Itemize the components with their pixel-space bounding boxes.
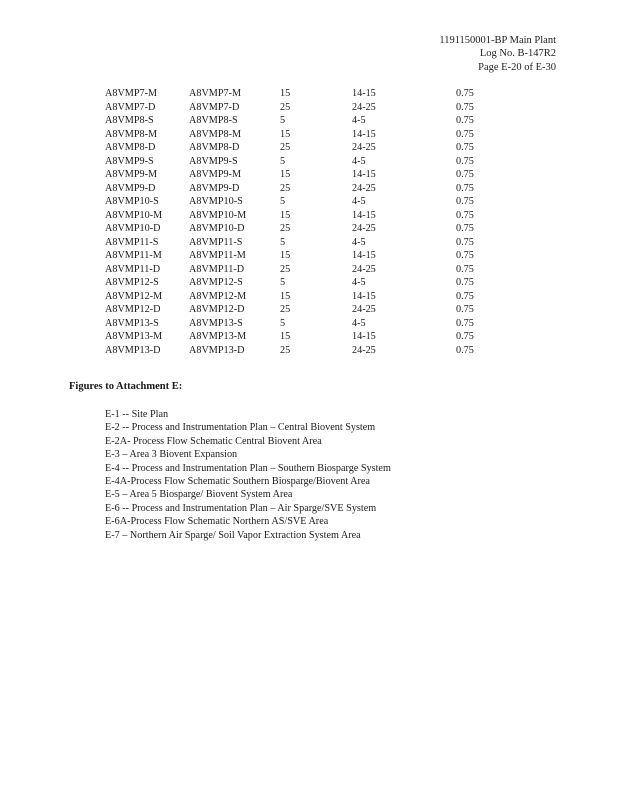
header-page-number: Page E-20 of E-30 — [478, 61, 556, 73]
cell-interval: 14-15 — [352, 250, 376, 261]
cell-interval: 14-15 — [352, 209, 376, 221]
cell-value: 0.75 — [456, 88, 474, 99]
table-row — [105, 236, 496, 250]
cell-point-id: A8VMP10-S — [105, 196, 159, 207]
cell-depth: 25 — [280, 263, 291, 275]
cell-sample-id: A8VMP9-D — [189, 182, 240, 194]
figure-list-item: E-6 -- Process and Instrumentation Plan – Air Sparge/SVE System — [105, 502, 377, 514]
cell-depth: 25 — [280, 182, 291, 194]
cell-value: 0.75 — [456, 277, 474, 288]
figure-list-item: E-5 – Area 5 Biosparge/ Biovent System Area — [105, 489, 293, 501]
figures-list — [105, 408, 391, 542]
cell-sample-id: A8VMP7-D — [189, 101, 240, 113]
cell-depth: 15 — [280, 250, 291, 261]
cell-sample-id: A8VMP12-D — [189, 304, 245, 315]
table-row — [105, 101, 496, 115]
cell-interval: 4-5 — [352, 317, 366, 329]
cell-depth: 5 — [280, 155, 286, 167]
cell-value: 0.75 — [456, 209, 474, 221]
cell-interval: 24-25 — [352, 142, 376, 153]
cell-interval: 4-5 — [352, 236, 366, 248]
table-row — [105, 222, 496, 236]
cell-value: 0.75 — [456, 142, 474, 153]
cell-value: 0.75 — [456, 263, 474, 275]
cell-point-id: A8VMP7-M — [105, 88, 158, 99]
cell-interval: 4-5 — [352, 115, 366, 126]
cell-sample-id: A8VMP10-D — [189, 223, 245, 234]
cell-interval: 14-15 — [352, 169, 376, 180]
table-row — [105, 155, 496, 169]
figure-list-item: E-3 – Area 3 Biovent Expansion — [105, 449, 238, 461]
cell-point-id: A8VMP13-M — [105, 331, 163, 342]
cell-depth: 25 — [280, 304, 291, 315]
cell-depth: 5 — [280, 277, 286, 288]
table-body — [105, 87, 496, 357]
cell-interval: 4-5 — [352, 196, 366, 207]
cell-sample-id: A8VMP13-D — [189, 344, 245, 356]
page-header — [439, 34, 556, 74]
cell-value: 0.75 — [456, 196, 474, 207]
table-row — [105, 276, 496, 290]
cell-value: 0.75 — [456, 250, 474, 261]
cell-depth: 25 — [280, 101, 291, 113]
cell-point-id: A8VMP11-M — [105, 250, 162, 261]
table-row — [105, 209, 496, 223]
cell-value: 0.75 — [456, 155, 474, 167]
cell-point-id: A8VMP13-S — [105, 317, 159, 329]
cell-sample-id: A8VMP13-S — [189, 317, 243, 329]
table-row — [105, 317, 496, 331]
cell-depth: 5 — [280, 196, 286, 207]
table-row — [105, 128, 496, 142]
table-row — [105, 290, 496, 304]
cell-depth: 15 — [280, 331, 291, 342]
cell-value: 0.75 — [456, 304, 474, 315]
figure-list-item: E-4 -- Process and Instrumentation Plan – Southern Biosparge System — [105, 462, 391, 474]
cell-point-id: A8VMP7-D — [105, 101, 156, 113]
cell-sample-id: A8VMP10-S — [189, 196, 243, 207]
cell-depth: 15 — [280, 290, 291, 302]
cell-point-id: A8VMP9-S — [105, 155, 154, 167]
table-row — [105, 303, 496, 317]
cell-sample-id: A8VMP9-M — [189, 169, 242, 180]
cell-sample-id: A8VMP9-S — [189, 155, 238, 167]
cell-depth: 25 — [280, 142, 291, 153]
figures-title: Figures to Attachment E: — [69, 381, 183, 392]
cell-value: 0.75 — [456, 115, 474, 126]
figure-list-item: E-7 – Northern Air Sparge/ Soil Vapor Extraction System Area — [105, 529, 361, 541]
cell-interval: 14-15 — [352, 331, 376, 342]
cell-point-id: A8VMP11-D — [105, 263, 161, 275]
cell-depth: 15 — [280, 88, 291, 99]
cell-depth: 15 — [280, 169, 291, 180]
cell-interval: 24-25 — [352, 182, 376, 194]
cell-interval: 24-25 — [352, 223, 376, 234]
cell-point-id: A8VMP8-M — [105, 128, 158, 140]
cell-interval: 4-5 — [352, 277, 366, 288]
cell-point-id: A8VMP8-D — [105, 142, 156, 153]
cell-sample-id: A8VMP11-M — [189, 250, 246, 261]
cell-depth: 5 — [280, 236, 286, 248]
cell-value: 0.75 — [456, 290, 474, 302]
cell-point-id: A8VMP11-S — [105, 236, 159, 248]
cell-interval: 24-25 — [352, 101, 376, 113]
cell-value: 0.75 — [456, 223, 474, 234]
cell-point-id: A8VMP9-D — [105, 182, 156, 194]
cell-value: 0.75 — [456, 236, 474, 248]
table-row — [105, 87, 496, 101]
cell-point-id: A8VMP10-D — [105, 223, 161, 234]
table-row — [105, 344, 496, 358]
cell-point-id: A8VMP8-S — [105, 115, 154, 126]
monitoring-point-table — [105, 87, 496, 357]
cell-point-id: A8VMP10-M — [105, 209, 163, 221]
cell-depth: 15 — [280, 128, 291, 140]
figure-list-item: E-1 -- Site Plan — [105, 409, 169, 420]
cell-value: 0.75 — [456, 344, 474, 356]
cell-depth: 25 — [280, 344, 291, 356]
cell-value: 0.75 — [456, 182, 474, 194]
cell-interval: 14-15 — [352, 88, 376, 99]
cell-sample-id: A8VMP12-M — [189, 290, 247, 302]
cell-sample-id: A8VMP11-S — [189, 236, 243, 248]
cell-point-id: A8VMP12-S — [105, 277, 159, 288]
cell-point-id: A8VMP12-M — [105, 290, 163, 302]
table-row — [105, 141, 496, 155]
cell-sample-id: A8VMP12-S — [189, 277, 243, 288]
cell-sample-id: A8VMP8-D — [189, 142, 240, 153]
cell-interval: 24-25 — [352, 304, 376, 315]
cell-sample-id: A8VMP13-M — [189, 331, 247, 342]
cell-value: 0.75 — [456, 169, 474, 180]
cell-value: 0.75 — [456, 331, 474, 342]
table-row — [105, 263, 496, 277]
table-row — [105, 168, 496, 182]
table-row — [105, 182, 496, 196]
cell-sample-id: A8VMP7-M — [189, 88, 242, 99]
figure-list-item: E-2 -- Process and Instrumentation Plan – Central Biovent System — [105, 422, 376, 434]
cell-interval: 24-25 — [352, 263, 376, 275]
cell-sample-id: A8VMP8-S — [189, 115, 238, 126]
figure-list-item: E-6A-Process Flow Schematic Northern AS/SVE Area — [105, 516, 329, 528]
cell-point-id: A8VMP12-D — [105, 304, 161, 315]
cell-depth: 5 — [280, 317, 286, 329]
cell-point-id: A8VMP13-D — [105, 344, 161, 356]
cell-value: 0.75 — [456, 128, 474, 140]
cell-point-id: A8VMP9-M — [105, 169, 158, 180]
cell-depth: 15 — [280, 209, 291, 221]
cell-depth: 5 — [280, 115, 286, 126]
figure-list-item: E-4A-Process Flow Schematic Southern Biosparge/Biovent Area — [105, 476, 370, 488]
cell-interval: 14-15 — [352, 128, 376, 140]
cell-value: 0.75 — [456, 317, 474, 329]
cell-value: 0.75 — [456, 101, 474, 113]
cell-depth: 25 — [280, 223, 291, 234]
table-row — [105, 114, 496, 128]
cell-interval: 4-5 — [352, 155, 366, 167]
cell-interval: 24-25 — [352, 344, 376, 356]
figure-list-item: E-2A- Process Flow Schematic Central Biovent Area — [105, 435, 322, 447]
header-log-number: Log No. B-147R2 — [479, 48, 556, 60]
table-row — [105, 195, 496, 209]
cell-sample-id: A8VMP8-M — [189, 128, 242, 140]
cell-sample-id: A8VMP11-D — [189, 263, 245, 275]
table-row — [105, 249, 496, 263]
header-project-number: 1191150001-BP Main Plant — [439, 35, 556, 46]
cell-interval: 14-15 — [352, 290, 376, 302]
cell-sample-id: A8VMP10-M — [189, 209, 247, 221]
table-row — [105, 330, 496, 344]
